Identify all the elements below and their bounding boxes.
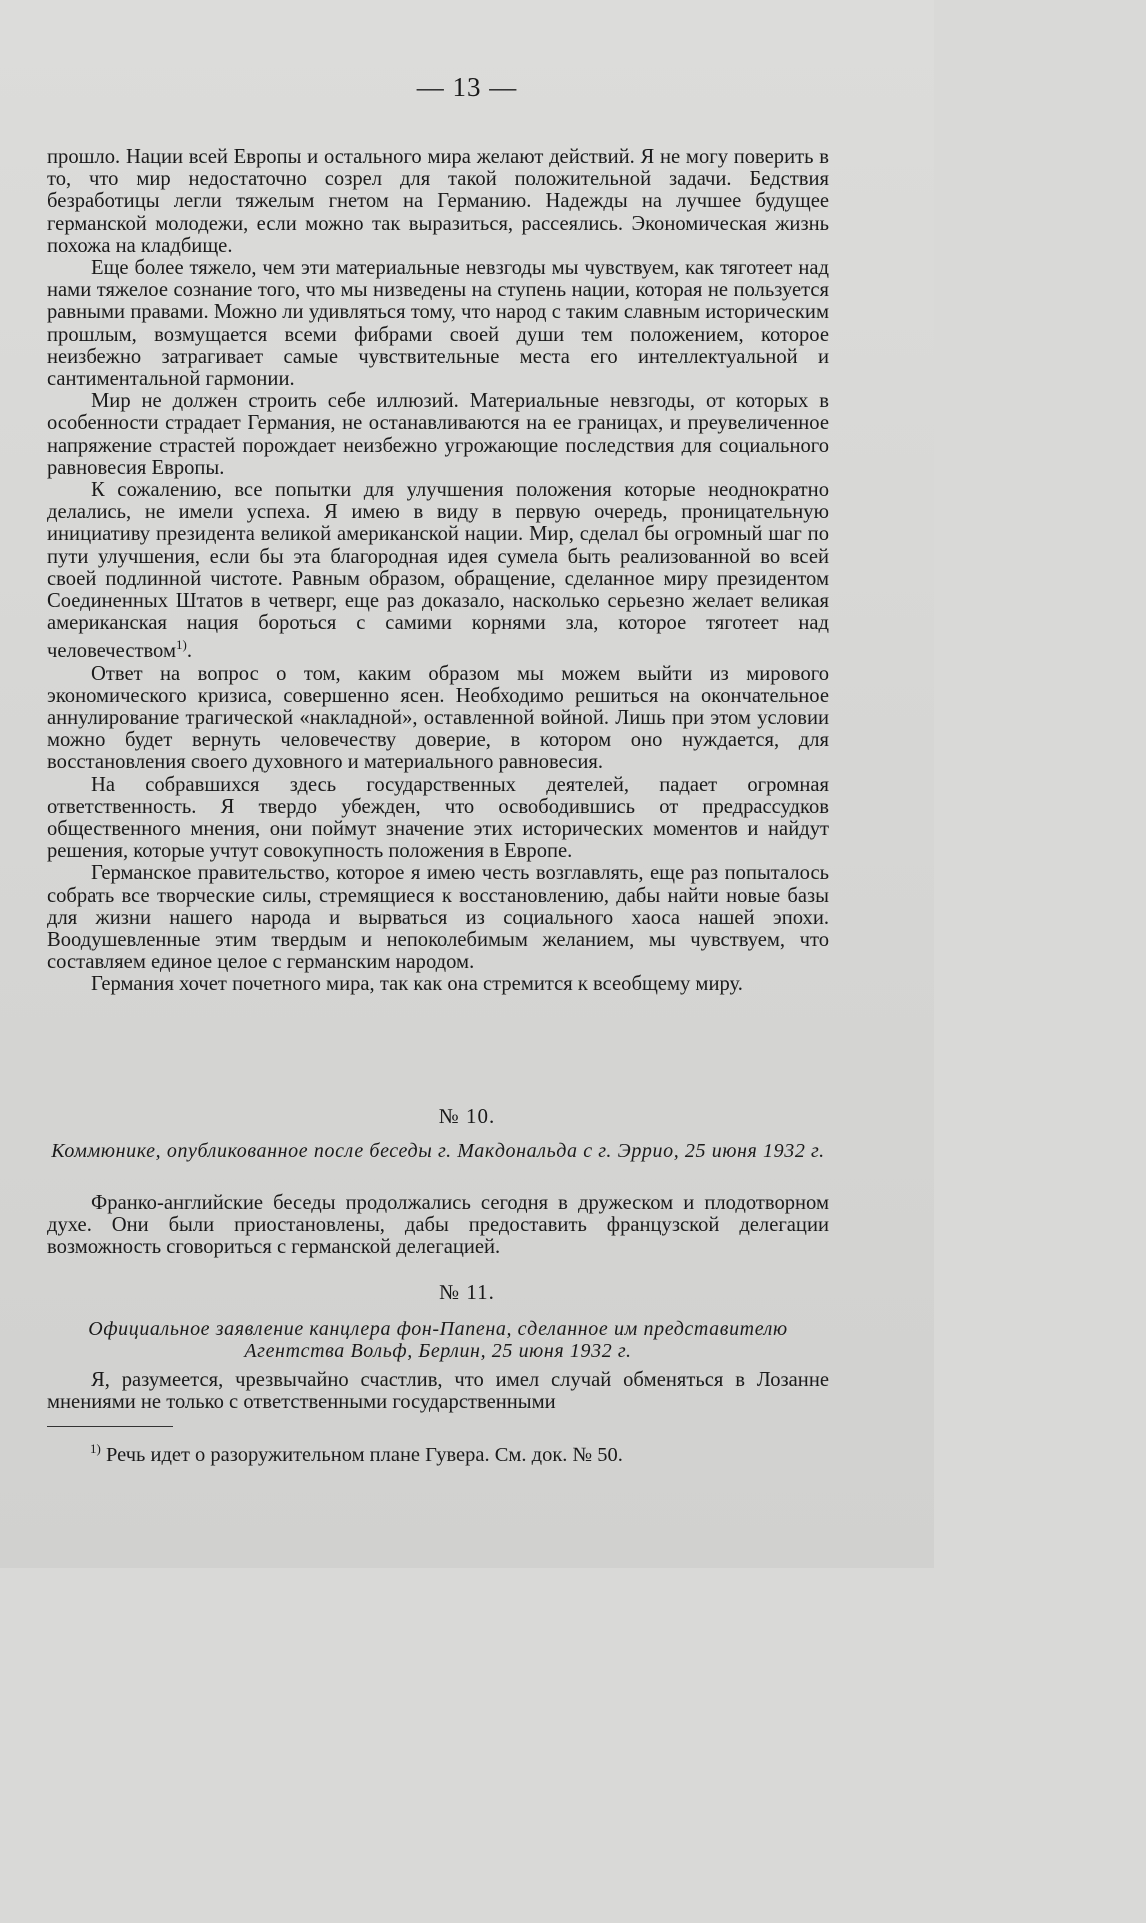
document-number: № 11.	[439, 1280, 495, 1304]
footnote-reference: 1)	[175, 637, 187, 653]
paragraph: Германское правительство, которое я имею честь возглавлять, еще раз попыталось собрать все творческие силы, стремящиеся к восстановлению, дабы найти новые базы для жизни нашего народа и вырваться из социального хаоса нашей эпохи. Воодушевленные этим твердым и непоколебимым желанием, мы чувствуем, что составляем единое целое с германским народом.	[47, 862, 829, 974]
document-title: Официальное заявление канцлера фон-Папена, сделанное им представителю Агентства Вольф, Берлин, 25 июня 1932 г.	[88, 1318, 788, 1362]
page-number: — 13 —	[416, 72, 518, 102]
paragraph: Франко-английские беседы продолжались сегодня в дружеском и плодотворном духе. Они были приостановлены, дабы предоставить французской делегации возможность сговориться с германской делегацией.	[47, 1192, 829, 1259]
footnote-divider	[47, 1426, 173, 1427]
document-number: № 10.	[438, 1104, 496, 1128]
paragraph: прошло. Нации всей Европы и остального мира желают действий. Я не могу поверить в то, что мир недостаточно созрел для такой положительной задачи. Бедствия безработицы легли тяжелым гнетом на Германию. Надежды на лучшее будущее германской молодежи, если можно так выразиться, рассеялись. Экономическая жизнь похожа на кладбище.	[47, 146, 829, 257]
paragraph: Я, разумеется, чрезвычайно счастлив, что имел случай обменяться в Лозанне мнениями не только с ответственными государственными	[47, 1369, 829, 1414]
footnote-marker: 1)	[90, 1441, 101, 1456]
main-text	[47, 146, 829, 996]
paragraph-text: К сожалению, все попытки для улучшения положения которые неоднократно делались, не имели успеха. Я имею в виду в первую очередь, проницательную инициативу президента великой американской нации. Мир, сделал бы огромный шаг по пути улучшения, если бы эта благородная идея сумела быть реализованной во всей своей подлинной чистоте. Равным образом, обращение, сделанное миру президентом Соединенных Штатов в четверг, еще раз доказало, насколько серьезно желает великая американская нация бороться с самими корнями зла, которое тяготеет над человечеством	[47, 479, 829, 663]
footnote	[90, 1438, 623, 1466]
paragraph: Германия хочет почетного мира, так как она стремится к всеобщему миру.	[91, 973, 743, 996]
footnote-text: Речь идет о разоружительном плане Гувера. См. док. № 50.	[100, 1443, 623, 1466]
paragraph: На собравшихся здесь государственных деятелей, падает огромная ответственность. Я твердо убежден, что освободившись от предрассудков общественного мнения, они поймут значение этих исторических моментов и найдут решения, которые учтут совокупность положения в Европе.	[47, 773, 829, 863]
document-title: Коммюнике, опубликованное после беседы г. Макдональда с г. Эррио, 25 июня 1932 г.	[51, 1140, 825, 1162]
paragraph: Мир не должен строить себе иллюзий. Материальные невзгоды, от которых в особенности страдает Германия, не останавливаются на ее границах, и преувеличенное напряжение страстей порождает неизбежно угрожающие последствия для социального равновесия Европы.	[47, 390, 829, 479]
paragraph: Еще более тяжело, чем эти материальные невзгоды мы чувствуем, как тяготеет над нами тяжелое сознание того, что мы низведены на ступень нации, которая не пользуется равными правами. Можно ли удивляться тому, что народ с таким славным историческим прошлым, возмущается всеми фибрами своей души тем положением, которое неизбежно затрагивает самые чувствительные места его интеллектуальной и сантиментальной гармонии.	[47, 257, 829, 391]
document-body	[47, 1192, 829, 1259]
paragraph: Ответ на вопрос о том, каким образом мы можем выйти из мирового экономического кризиса, совершенно ясен. Необходимо решиться на окончательное аннулирование трагической «накладной», оставленной войной. Лишь при этом условии можно будет вернуть человечеству доверие, в котором оно нуждается, для восстановления своего духовного и материального равновесия.	[47, 662, 829, 774]
paragraph: К сожалению, все попытки для улучшения положения которые неоднократно делались, не имели успеха. Я имею в виду в первую очередь, проницательную инициативу президента великой американской нации. Мир, сделал бы огромный шаг по пути улучшения, если бы эта благородная идея сумела быть реализованной во всей своей подлинной чистоте. Равным образом, обращение, сделанное миру президентом Соединенных Штатов в четверг, еще раз доказало, насколько серьезно желает великая американская нация бороться с самими корнями зла, которое тяготеет над человечеством$^{1)}$.	[47, 479, 829, 663]
document-body	[47, 1369, 829, 1413]
